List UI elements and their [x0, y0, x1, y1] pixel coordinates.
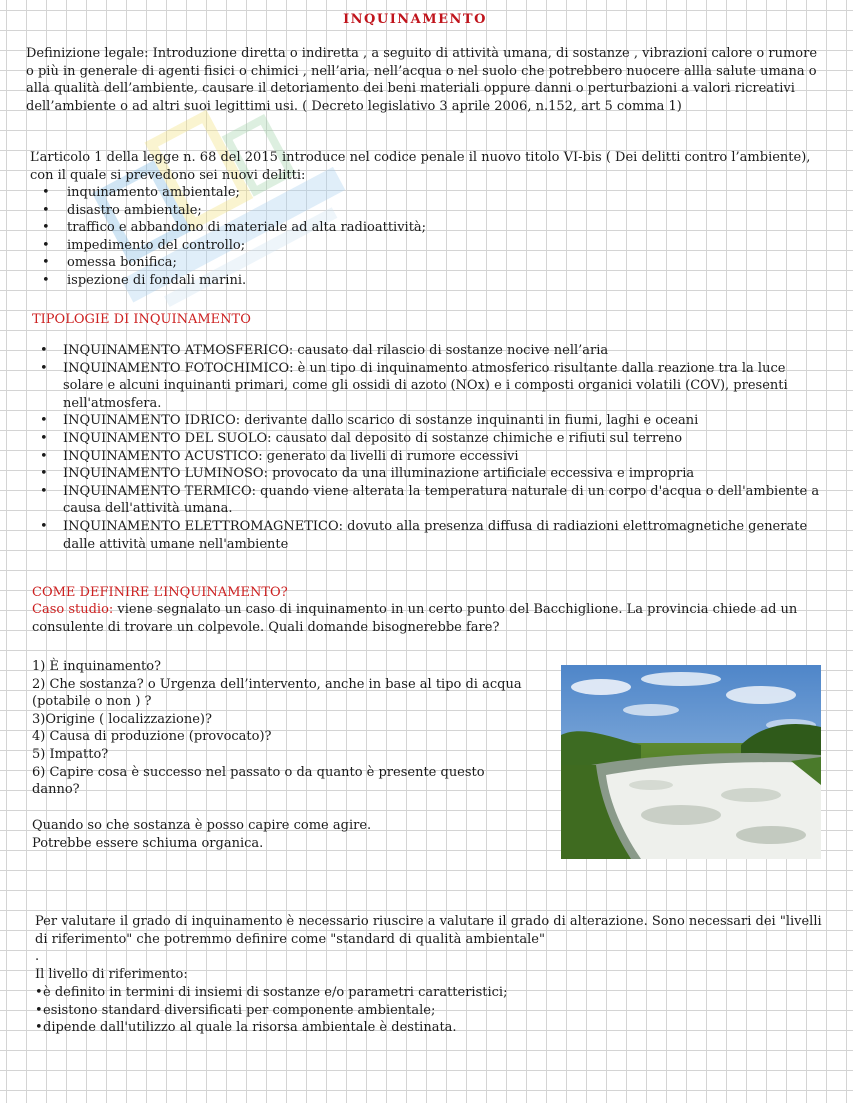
river-foam-photo [561, 665, 821, 859]
reference-criteria-list [35, 984, 825, 1037]
question-item: 2) Che sostanza? o Urgenza dell’intervento, anche in base al tipo di acqua (potabile o non ) ? [32, 676, 522, 710]
list-item: • disastro ambientale; [30, 202, 820, 220]
list-item: • omessa bonifica; [30, 254, 820, 272]
list-item: • impedimento del controllo; [30, 237, 820, 255]
list-item: • traffico e abbandono di materiale ad alta radioattività; [30, 219, 820, 237]
list-item: • è definito in termini di insiemi di sostanze e/o parametri caratteristici; [35, 984, 825, 1002]
page-title: INQUINAMENTO [343, 12, 487, 27]
list-item: • INQUINAMENTO ELETTROMAGNETICO: dovuto alla presenza diffusa di radiazioni elettromagnetiche generate dalle attività umane nell'ambiente [32, 518, 822, 553]
case-text: viene segnalato un caso di inquinamento in un certo punto del Bacchiglione. La provincia chiede ad un consulente di trovare un colpevole. Quali domande bisognerebbe fare? [32, 602, 798, 635]
list-item: • INQUINAMENTO ACUSTICO: generato da livelli di rumore eccessivi [32, 448, 822, 466]
conclusion-line-1: Quando so che sostanza è posso capire come agire. [32, 818, 372, 833]
offences-list [30, 184, 820, 290]
legal-definition: Definizione legale: Introduzione diretta o indiretta , a seguito di attività umana, di sostanze , vibrazioni calore o rumore o più in generale di agenti fisici o chimici , nell’aria, nell’acqua o nel suolo che potrebbero nuocere allla salute umana o alla qualità dell’ambiente, causare il detoriamento dei beni materiali oppure danni o perturbazioni a valori ricreativi dell’ambiente o ad altri suoi legittimi usi. ( Decreto legislativo 3 aprile 2006, n.152, art 5 comma 1) [26, 46, 818, 114]
list-item: • esistono standard diversificati per componente ambientale; [35, 1002, 825, 1020]
case-study [32, 601, 822, 636]
list-item: • INQUINAMENTO IDRICO: derivante dallo scarico di sostanze inquinanti in fiumi, laghi e oceani [32, 412, 822, 430]
conclusion-line-2: Potrebbe essere schiuma organica. [32, 836, 264, 851]
list-item: • INQUINAMENTO LUMINOSO: provocato da una illuminazione artificiale eccessiva e impropria [32, 465, 822, 483]
reference-intro: Il livello di riferimento: [35, 967, 188, 982]
river-foam-image [561, 665, 821, 859]
question-item: 1) È inquinamento? [32, 659, 162, 674]
list-item: • dipende dall'utilizzo al quale la risorsa ambientale è destinata. [35, 1019, 825, 1037]
case-label: Caso studio: [32, 602, 114, 617]
list-item: • INQUINAMENTO DEL SUOLO: causato dal deposito di sostanze chimiche e rifiuti sul terreno [32, 430, 822, 448]
question-item: 3)Origine ( localizzazione)? [32, 711, 212, 727]
dot-separator: . [35, 949, 40, 964]
question-item: 5) Impatto? [32, 746, 109, 762]
list-item: • INQUINAMENTO TERMICO: quando viene alterata la temperatura naturale di un corpo d'acqua o dell'ambiente a causa dell'attività umana. [32, 483, 822, 518]
list-item: • INQUINAMENTO FOTOCHIMICO: è un tipo di inquinamento atmosferico risultante dalla reazione tra la luce solare e alcuni inquinanti primari, come gli ossidi di azoto (NOx) e i composti organici volatili (COV), presenti nell'atmosfera. [32, 360, 822, 413]
law-intro: L’articolo 1 della legge n. 68 del 2015 introduce nel codice penale il nuovo titolo VI-bis ( Dei delitti contro l’ambiente), con il quale si prevedono sei nuovi delitti: [30, 150, 811, 183]
define-heading: COME DEFINIRE L’INQUINAMENTO? [32, 585, 288, 600]
question-item: 4) Causa di produzione (provocato)? [32, 729, 272, 745]
list-item: • ispezione di fondali marini. [30, 272, 820, 290]
questions-block [32, 658, 532, 799]
question-item: 6) Capire cosa è successo nel passato o da quanto è presente questo danno? [32, 764, 485, 798]
assessment-text: Per valutare il grado di inquinamento è necessario riuscire a valutare il grado di alterazione. Sono necessari dei "livelli di riferimento" che potremmo definire come "standard di qualità ambientale" [35, 914, 822, 947]
list-item: • inquinamento ambientale; [30, 184, 820, 202]
types-heading: TIPOLOGIE DI INQUINAMENTO [32, 312, 251, 327]
pollution-types-list [32, 342, 822, 553]
list-item: • INQUINAMENTO ATMOSFERICO: causato dal rilascio di sostanze nocive nell’aria [32, 342, 822, 360]
